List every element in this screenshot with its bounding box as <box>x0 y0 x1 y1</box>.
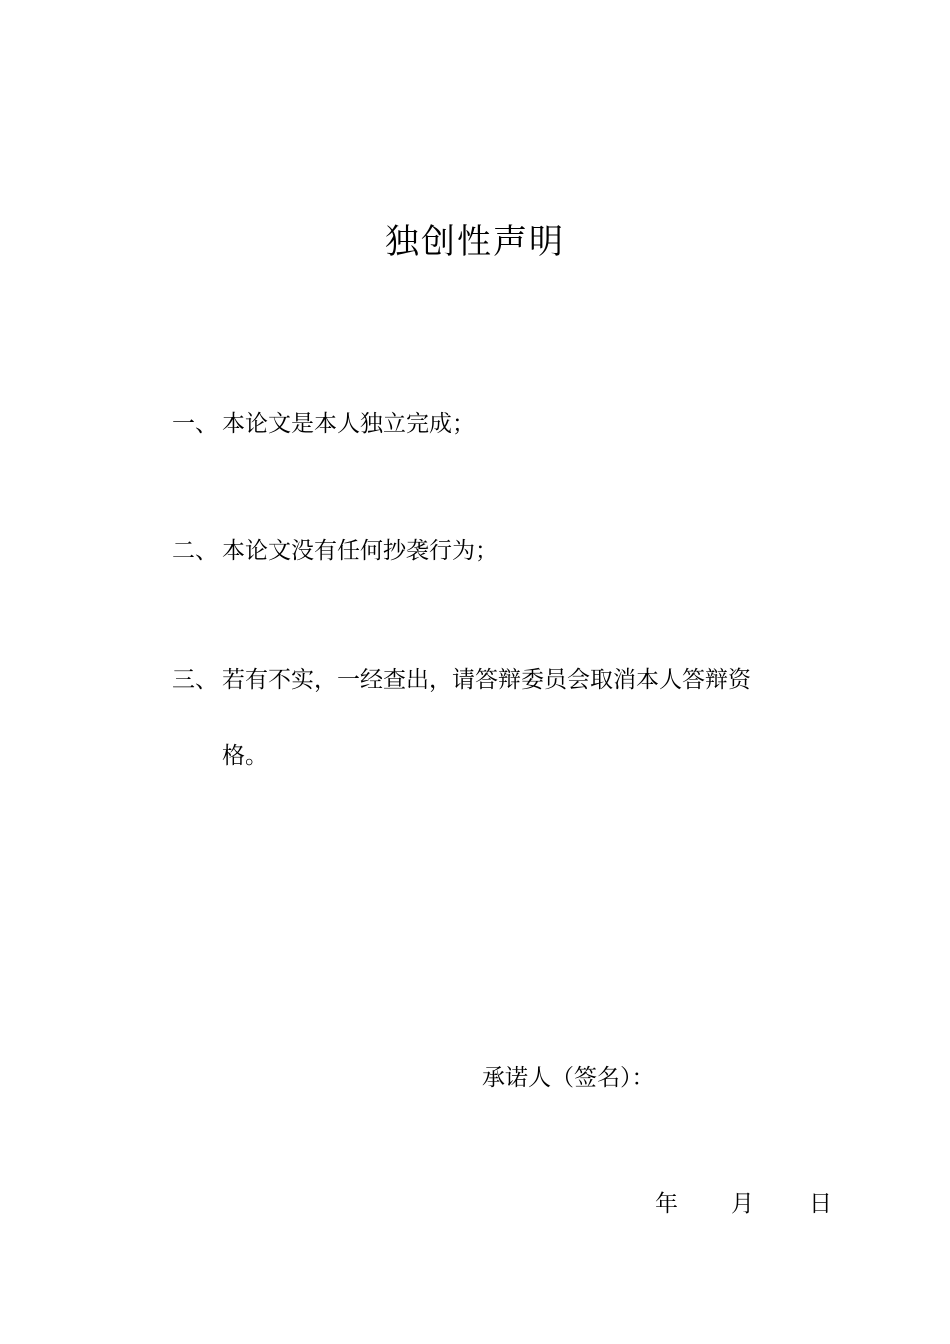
page-title: 独创性声明 <box>385 222 565 262</box>
signature-label: 承诺人（签名）： <box>482 1065 655 1091</box>
declaration-item-1 <box>172 408 475 440</box>
declaration-item-3-continuation: 格。 <box>222 743 268 769</box>
item-marker: 二、 <box>172 538 218 564</box>
date-day-label: 日 <box>809 1191 832 1217</box>
declaration-item-3 <box>172 664 751 696</box>
date-year-label: 年 <box>655 1191 678 1217</box>
declaration-item-2 <box>172 535 498 567</box>
item-text: 本论文没有任何抄袭行为； <box>222 538 498 564</box>
item-marker: 一、 <box>172 411 218 437</box>
item-text: 本论文是本人独立完成； <box>222 411 475 437</box>
item-marker: 三、 <box>172 667 218 693</box>
date-month-label: 月 <box>731 1191 754 1217</box>
item-text: 若有不实，一经查出，请答辩委员会取消本人答辩资 <box>222 667 751 693</box>
